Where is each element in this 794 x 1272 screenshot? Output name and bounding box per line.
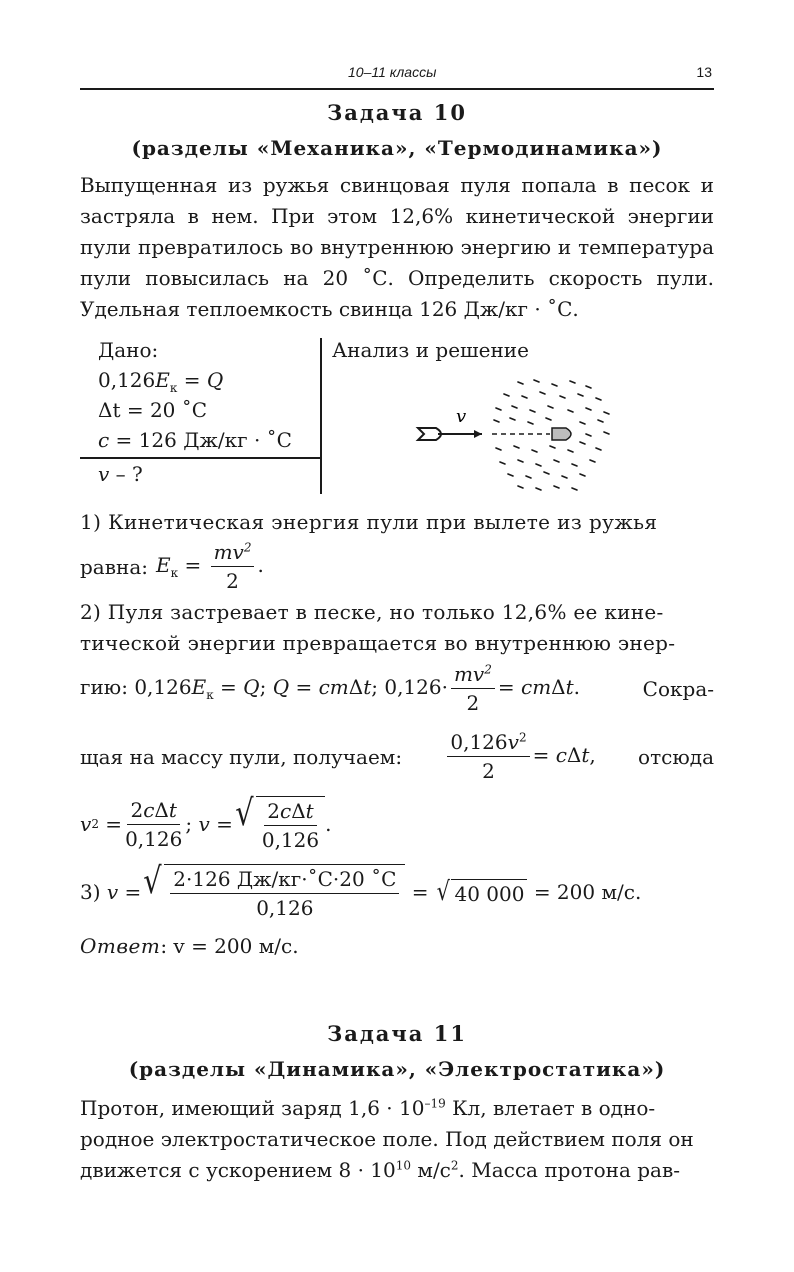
step2-line1: 2) Пуля застревает в песке, но только 12,6% ее кине-	[80, 600, 664, 624]
task10-subtitle: (разделы «Механика», «Термодинамика»)	[131, 136, 663, 160]
hrule	[80, 457, 320, 459]
vrule	[320, 338, 322, 494]
step2-formula1: гию: $0,126E_к = Q$; Q = cmΔt; 0,126· $\frac{mv^2}{2}$ = cmΔt.	[80, 662, 581, 715]
given-line2: Δt = 20 ˚С	[98, 398, 208, 422]
task11-line1: Протон, имеющий заряд $1,6 \cdot 10^{-19}$ Кл, влетает в одно-	[80, 1096, 656, 1120]
step2-formula2: $\frac{0,126v^2}{2}$ = cΔt,	[444, 730, 595, 783]
given-line3-rest: = 126 Дж/кг · ˚С	[109, 428, 292, 452]
answer-value: : v = 200 м/с.	[160, 934, 299, 958]
given-line1	[98, 368, 224, 395]
given-find	[98, 462, 143, 486]
given-line1-E: E	[155, 368, 170, 392]
bullet-left-icon	[418, 428, 441, 440]
task10-title: Задача 10	[327, 100, 467, 125]
step2-line3-end: Сокра-	[642, 676, 714, 701]
header-rule	[80, 88, 714, 90]
step2-line4	[80, 730, 714, 783]
step1-equals-label: равна:	[80, 554, 148, 579]
step2-line4-end: отсюда	[638, 744, 714, 769]
step1-line2	[80, 540, 714, 593]
given-find-rest: – ?	[109, 462, 143, 486]
given-line3	[98, 428, 292, 452]
answer-label: Ответ	[80, 934, 161, 958]
step3-line: 3) v = √ $\frac{2\cdot 126 Дж/кг\cdot˚С\cdot 20 ˚С}{0,126}$ = √ 40 000 = 200 м/с.	[80, 861, 642, 920]
page-header-section: 10–11 классы	[348, 64, 437, 80]
page-number: 13	[696, 64, 712, 80]
given-line1-Q: Q	[206, 368, 224, 392]
velocity-label: v	[456, 406, 467, 427]
task10-statement: Выпущенная из ружья свинцовая пуля попала в песок и застряла в нем. При этом 12,6% кинетической энергии пули превратилось во внутреннюю энергию и температура пули повысилась на 20 ˚С. Определить скорость пули. Удельная теплоемкость свинца 126 Дж/кг · ˚С.	[80, 173, 714, 321]
task11-title: Задача 11	[327, 1021, 467, 1046]
analysis-label: Анализ и решение	[332, 338, 529, 362]
step2-line5: v 2 = $\frac{\text{2cΔt}}{0,126}$ ; v = √ $\frac{\text{2cΔt}}{0,126}$ .	[80, 793, 332, 852]
task11-line2: родное электростатическое поле. Под действием поля он	[80, 1127, 694, 1151]
given-line1-b: =	[177, 368, 207, 392]
given-line1-sub: к	[169, 381, 178, 395]
answer-line	[80, 934, 714, 958]
task11-subtitle: (разделы «Динамика», «Электростатика»)	[128, 1057, 666, 1081]
given-line3-c: c	[98, 428, 110, 452]
step2-line3	[80, 662, 714, 715]
bullet-in-sand-icon	[552, 428, 571, 440]
given-line1-a: 0,126	[98, 368, 156, 392]
step1-formula: $E_к$ = $\frac{mv^2}{2}$ .	[155, 540, 264, 593]
step2-line2: тической энергии превращается во внутреннюю энер-	[80, 631, 676, 655]
step1-line1: 1) Кинетическая энергия пули при вылете из ружья	[80, 510, 658, 534]
task11-line3: движется с ускорением $8 \cdot 10^{10}$ $м/с^2$. Масса протона рав-	[80, 1158, 680, 1182]
given-label: Дано:	[98, 338, 159, 362]
step2-line4-text: щая на массу пули, получаем:	[80, 744, 403, 769]
given-find-v: v	[98, 462, 110, 486]
bullet-sand-diagram	[410, 372, 630, 502]
